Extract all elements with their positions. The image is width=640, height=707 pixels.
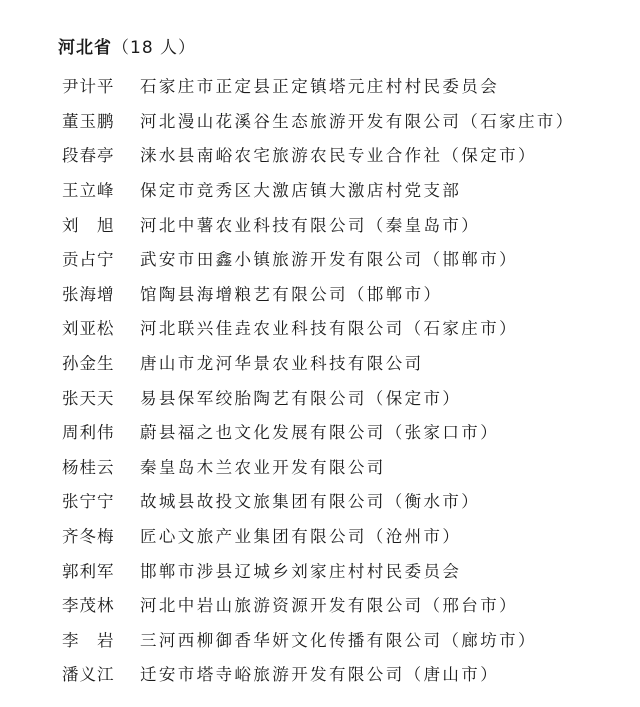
section-heading [58, 33, 196, 58]
person-count: （18 人） [112, 38, 197, 58]
person-name: 刘 旭 [62, 215, 115, 235]
organization: 故城县故投文旅集团有限公司（衡水市） [140, 492, 481, 512]
list-item [62, 241, 575, 276]
list-item [62, 414, 575, 449]
organization: 河北联兴佳垚农业科技有限公司（石家庄市） [140, 319, 518, 339]
person-name: 张海增 [62, 284, 115, 304]
organization: 涞水县南峪农宅旅游农民专业合作社（保定市） [140, 146, 537, 166]
organization: 秦皇岛木兰农业开发有限公司 [140, 457, 386, 477]
list-item [62, 206, 575, 241]
person-name: 贡占宁 [62, 250, 115, 270]
person-name: 李茂林 [62, 596, 115, 616]
person-name: 张宁宁 [62, 492, 115, 512]
list-item [62, 483, 575, 518]
list-item [62, 276, 575, 311]
person-name: 齐冬梅 [62, 527, 115, 547]
person-name: 郭利军 [62, 561, 115, 581]
organization: 易县保军绞胎陶艺有限公司（保定市） [140, 388, 462, 408]
organization: 蔚县福之也文化发展有限公司（张家口市） [140, 423, 500, 443]
person-name: 张天天 [62, 388, 115, 408]
list-item [62, 622, 575, 657]
honoree-list [62, 68, 575, 691]
organization: 保定市竞秀区大激店镇大激店村党支部 [140, 181, 462, 201]
organization: 河北中薯农业科技有限公司（秦皇岛市） [140, 215, 481, 235]
list-item [62, 345, 575, 380]
organization: 馆陶县海增粮艺有限公司（邯郸市） [140, 284, 443, 304]
province-name: 河北省 [58, 38, 112, 58]
person-name: 潘义江 [62, 665, 115, 685]
list-item [62, 656, 575, 691]
organization: 武安市田鑫小镇旅游开发有限公司（邯郸市） [140, 250, 518, 270]
list-item [62, 310, 575, 345]
person-name: 段春亭 [62, 146, 115, 166]
person-name: 刘亚松 [62, 319, 115, 339]
organization: 唐山市龙河华景农业科技有限公司 [140, 354, 424, 374]
organization: 迁安市塔寺峪旅游开发有限公司（唐山市） [140, 665, 500, 685]
list-item [62, 379, 575, 414]
organization: 三河西柳御香华妍文化传播有限公司（廊坊市） [140, 630, 537, 650]
person-name: 王立峰 [62, 181, 115, 201]
person-name: 孙金生 [62, 354, 115, 374]
organization: 匠心文旅产业集团有限公司（沧州市） [140, 527, 462, 547]
person-name: 杨桂云 [62, 457, 115, 477]
organization: 河北漫山花溪谷生态旅游开发有限公司（石家庄市） [140, 111, 575, 131]
person-name: 董玉鹏 [62, 111, 115, 131]
list-item [62, 137, 575, 172]
list-item [62, 172, 575, 207]
organization: 河北中岩山旅游资源开发有限公司（邢台市） [140, 596, 518, 616]
person-name: 李 岩 [62, 630, 115, 650]
person-name: 尹计平 [62, 77, 115, 97]
list-item [62, 518, 575, 553]
list-item [62, 449, 575, 484]
list-item [62, 68, 575, 103]
list-item [62, 587, 575, 622]
list-item [62, 103, 575, 138]
list-item [62, 552, 575, 587]
organization: 邯郸市涉县辽城乡刘家庄村村民委员会 [140, 561, 462, 581]
person-name: 周利伟 [62, 423, 115, 443]
organization: 石家庄市正定县正定镇塔元庄村村民委员会 [140, 77, 500, 97]
